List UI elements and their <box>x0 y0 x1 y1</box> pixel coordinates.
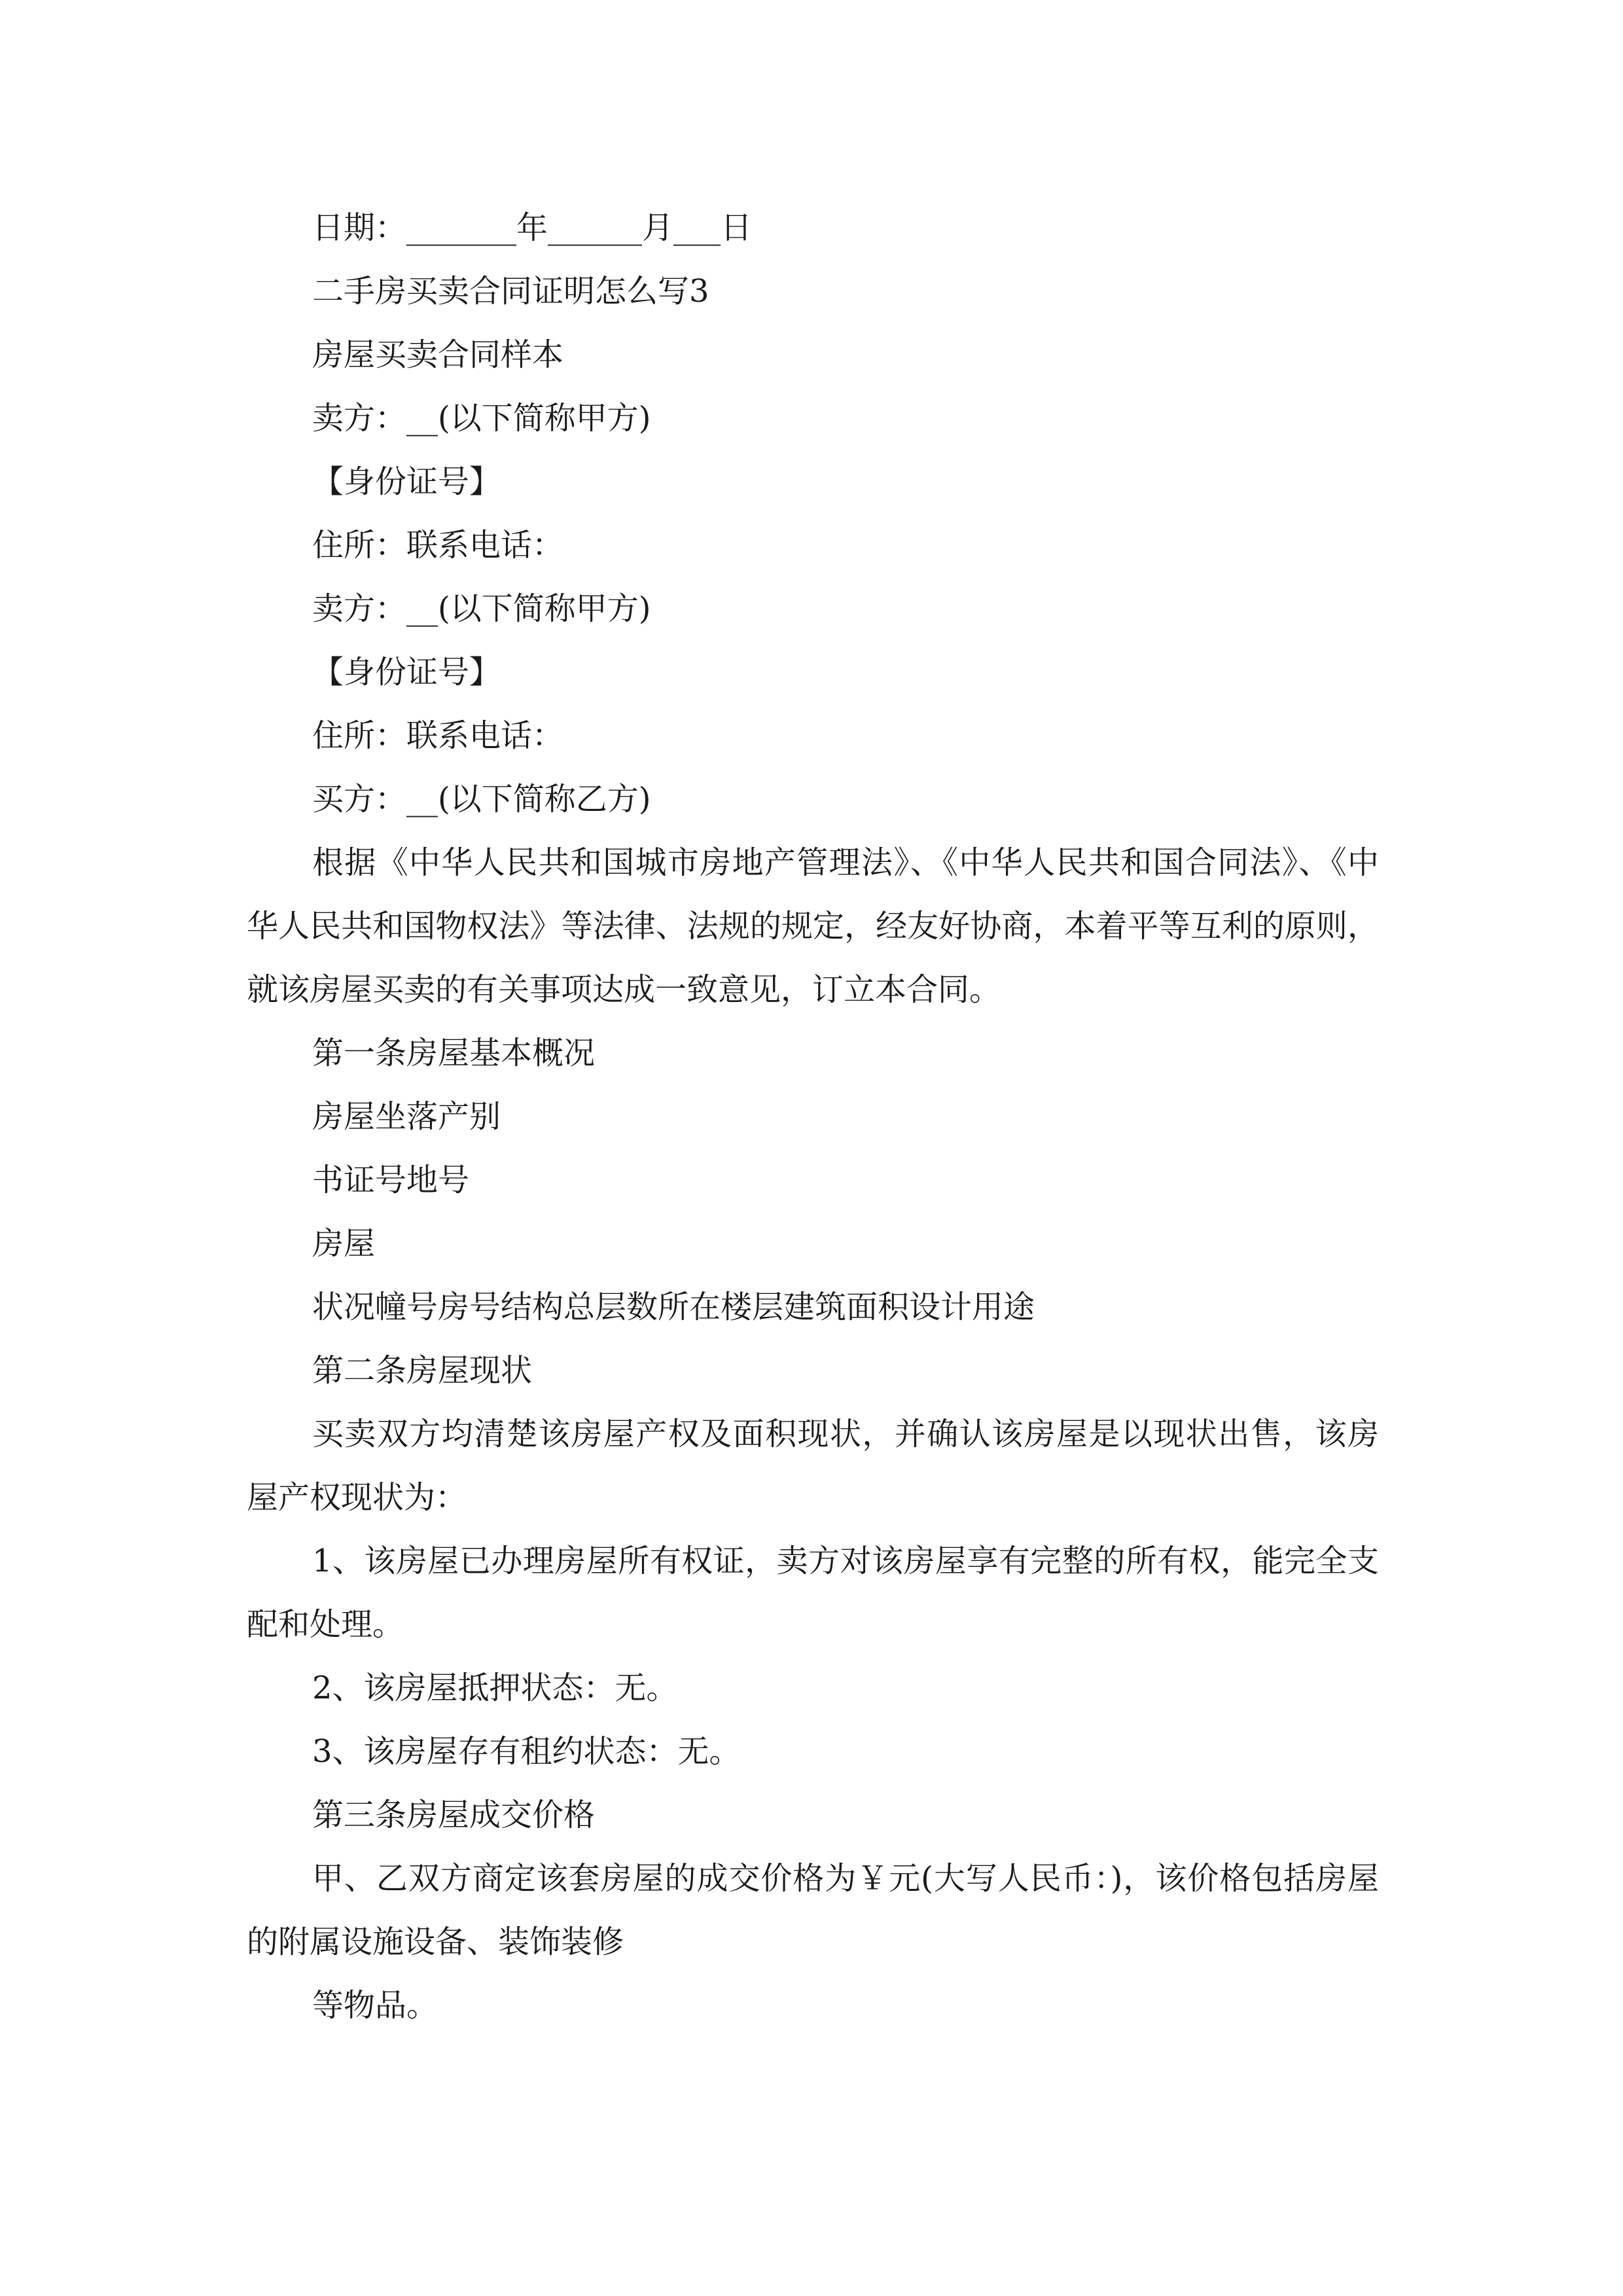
body-line: 等物品。 <box>312 1987 438 2024</box>
body-line: 房屋坐落产别 <box>312 1098 501 1135</box>
id-number-label: 【身份证号】 <box>312 654 501 691</box>
address-phone-line: 住所：联系电话： <box>312 717 564 754</box>
article-heading: 第三条房屋成交价格 <box>312 1797 596 1833</box>
preamble-paragraph: 根据《中华人民共和国城市房地产管理法》、《中华人民共和国合同法》、《中华人民共和国物权法》等法律、法规的规定，经友好协商，本着平等互利的原则，就该房屋买卖的有关事项达成一致意见，订立本合同。 <box>247 844 1379 1008</box>
body-line: 状况幢号房号结构总层数所在楼层建筑面积设计用途 <box>312 1289 1035 1325</box>
contract-title: 房屋买卖合同样本 <box>312 336 564 373</box>
seller-line: 卖方：__(以下简称甲方) <box>312 590 651 627</box>
list-item: 3、该房屋存有租约状态：无。 <box>312 1733 741 1770</box>
date-line: 日期：_______年______月___日 <box>312 209 753 246</box>
body-line: 书证号地号 <box>312 1162 470 1198</box>
document-body <box>247 196 1379 2037</box>
id-number-label: 【身份证号】 <box>312 463 501 500</box>
body-paragraph: 甲、乙双方商定该套房屋的成交价格为￥元(大写人民币：)，该价格包括房屋的附属设施设备、装饰装修 <box>247 1860 1379 1960</box>
buyer-line: 买方：__(以下简称乙方) <box>312 781 651 817</box>
article-heading: 第二条房屋现状 <box>312 1352 533 1389</box>
list-item: 2、该房屋抵押状态：无。 <box>312 1670 678 1706</box>
body-line: 房屋 <box>312 1225 376 1262</box>
list-item: 1、该房屋已办理房屋所有权证，卖方对该房屋享有完整的所有权，能完全支配和处理。 <box>247 1543 1379 1643</box>
section-heading: 二手房买卖合同证明怎么写3 <box>312 273 709 310</box>
address-phone-line: 住所：联系电话： <box>312 527 564 564</box>
seller-line: 卖方：__(以下简称甲方) <box>312 400 651 437</box>
article-heading: 第一条房屋基本概况 <box>312 1035 596 1071</box>
body-paragraph: 买卖双方均清楚该房屋产权及面积现状，并确认该房屋是以现状出售，该房屋产权现状为： <box>247 1416 1379 1516</box>
